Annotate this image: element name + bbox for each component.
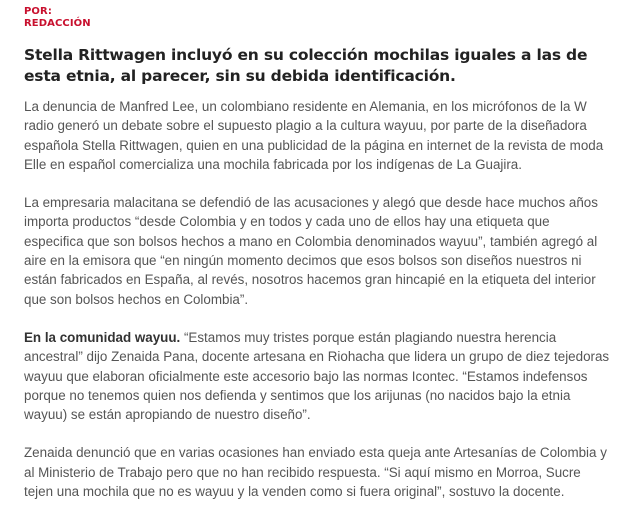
article-paragraph-4: Zenaida denunció que en varias ocasiones han enviado esta queja ante Artesanías de Colombia y al Ministerio de Trabajo pero que no han recibido respuesta. “Si aquí mismo en Morroa, Sucre tejen una mochila que no es wayuu y la venden como si fuera original”, sostuvo la docente.: [24, 445, 607, 500]
article-headline: Stella Rittwagen incluyó en su colección mochilas iguales a las de esta etnia, al parecer, sin su debida identificación.: [24, 46, 588, 85]
byline: [24, 6, 612, 30]
article-paragraph-3: [24, 328, 612, 424]
byline-author[interactable]: REDACCIÓN: [24, 18, 91, 29]
article-paragraph-3-text: “Estamos muy tristes porque están plagiando nuestra herencia ancestral” dijo Zenaida Pana, docente artesana en Riohacha que lidera un grupo de diez tejedoras wayuu que elaboran oficialmente este accesorio bajo las normas Icontec. “Estamos indefensos porque no tenemos quien nos defienda y sentimos que los arijunas (no nacidos bajo la etnia wayuu) se están apropiando de nuestro diseño”.: [24, 329, 610, 423]
byline-prefix: POR:: [24, 6, 52, 17]
article-body: [24, 97, 612, 501]
article-paragraph-1: La denuncia de Manfred Lee, un colombiano residente en Alemania, en los micrófonos de la W radio generó un debate sobre el supuesto plagio a la cultura wayuu, por parte de la diseñadora española Stella Rittwagen, quien en una publicidad de la página en internet de la revista de moda Elle en español comercializa una mochila fabricada por los indígenas de La Guajira.: [24, 99, 604, 172]
section-subhead: En la comunidad wayuu.: [24, 329, 181, 345]
article-paragraph-2: La empresaria malacitana se defendió de las acusaciones y alegó que desde hace muchos años importa productos “desde Colombia y en todos y cada uno de ellos hay una etiqueta que especifica que son bolsos hechos a mano en Colombia denominados wayuu”, también agregó al aire en la emisora que “en ningún momento decimos que esos bolsos son diseños nuestros ni están fabricados en España, al revés, nosotros hacemos gran hincapié en la etiqueta del interior que son bolsos hechos en Colombia”.: [24, 195, 598, 307]
